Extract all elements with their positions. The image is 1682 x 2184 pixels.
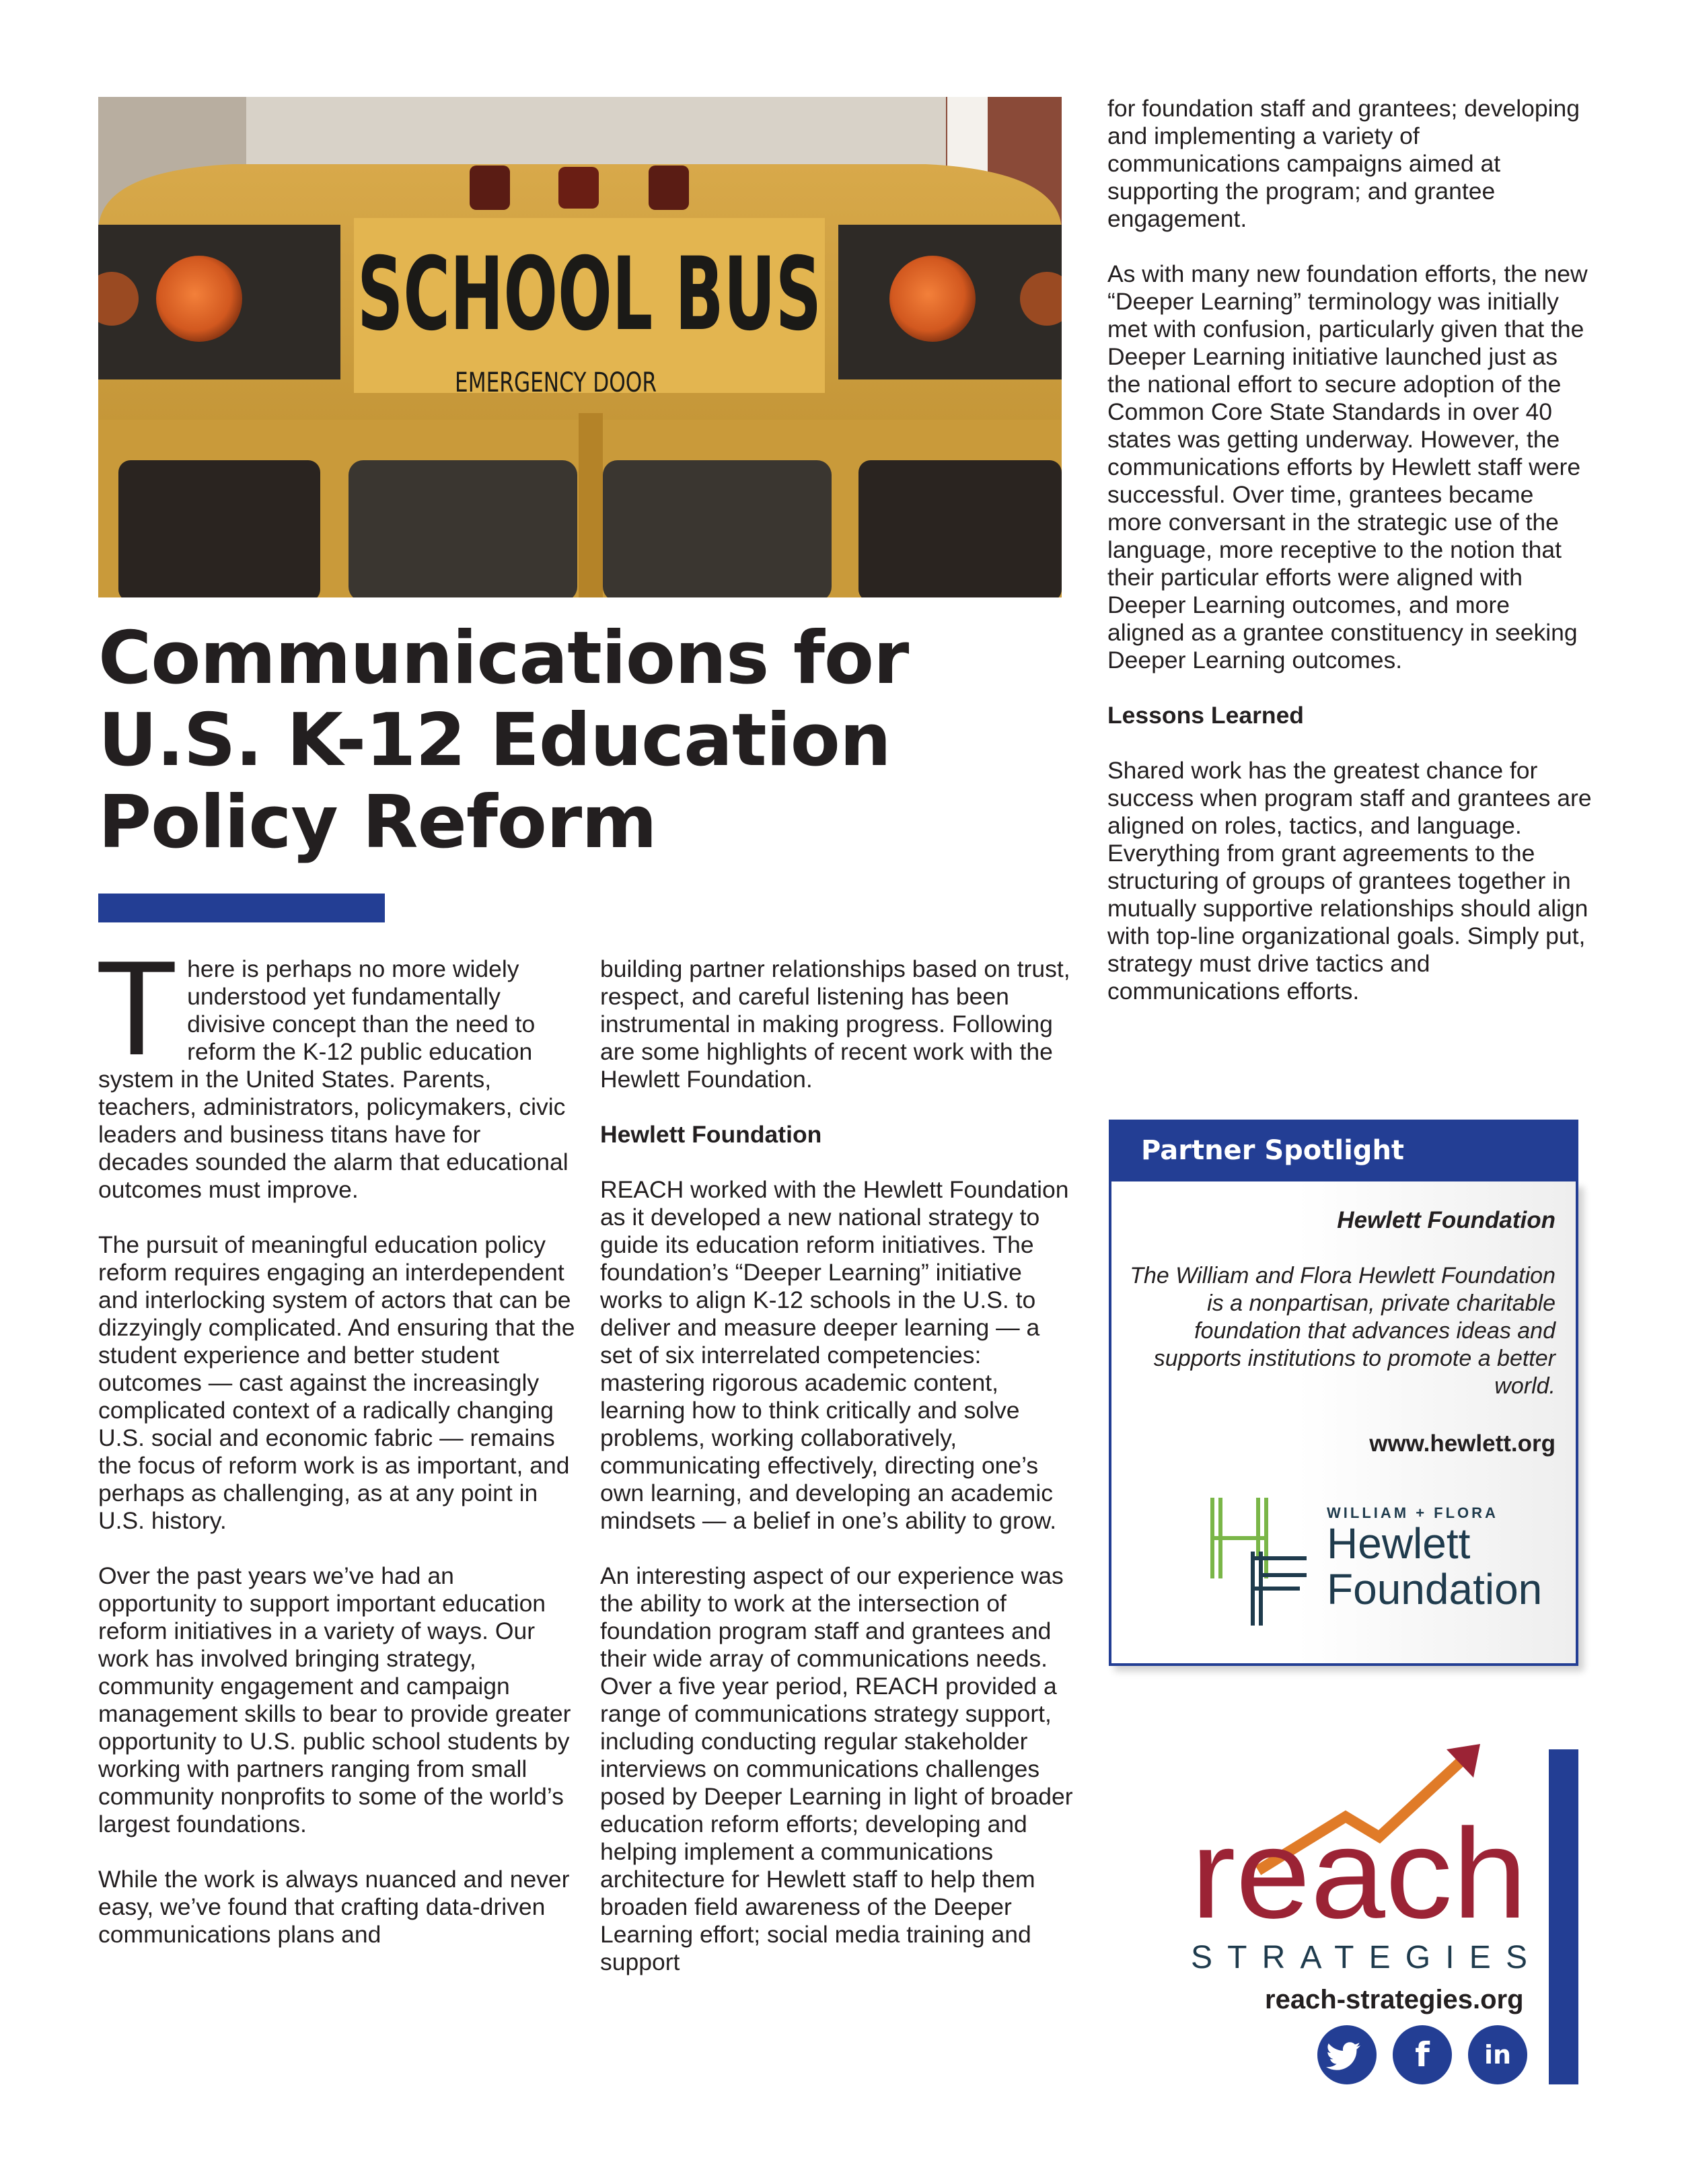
title-line: Policy Reform [98,780,657,865]
page-title [98,618,973,864]
intro-paragraph [96,933,576,1204]
partner-spotlight-header: Partner Spotlight [1109,1120,1578,1181]
reach-url-link[interactable]: reach-strategies.org [1265,1985,1524,2014]
paragraph: Shared work has the greatest chance for success when program staff and grantees are aligned on roles, tactics, and language. Everything from grant agreements to the structuring of groups of grantees together in mutually supportive relationships should align with top-line organizational goals. Simply put, strategy must drive tactics and communications efforts. [1107,757,1592,1005]
reach-logo-mark [1177,1736,1541,1992]
hewlett-foundation-logo [1206,1491,1569,1632]
reach-logo-word: reach [1191,1803,1527,1945]
bus-sign-main: SCHOOL BUS [357,236,821,353]
paragraph: Over the past years we’ve had an opportunity to support important education reform initiatives in a variety of ways. Our work has involved bringing strategy, community engagement and campaign management skills to bear to provide greater opportunity to U.S. public school students by working with partners ranging from small community nonprofits to some of the world’s largest foundations. [98,1562,571,1837]
school-bus-illustration [98,97,1062,597]
paragraph: An interesting aspect of our experience was the ability to work at the intersection of foundation program staff and grantees and their wide array of communications needs. Over a five year period, REACH provided a range of communications strategy support, including conducting regular stakeholder interviews on communications challenges posed by Deeper Learning in light of broader education reform efforts; developing and helping implement a communications architecture for Hewlett staff to help them broaden field awareness of the Deeper Learning effort; social media training and support [600,1562,1073,1975]
partner-url-link[interactable]: www.hewlett.org [1369,1430,1556,1457]
paragraph: for foundation staff and grantees; developing and implementing a variety of communications campaigns aimed at supporting the program; and grantee engagement. [1107,95,1580,232]
paragraph: While the work is always nuanced and never easy, we’ve found that crafting data-driven communications plans and [98,1866,570,1948]
title-line: U.S. K-12 Education [98,698,891,782]
column-3 [1107,95,1592,1033]
hewlett-logo-line1: Hewlett [1327,1519,1471,1568]
title-line: Communications for [98,616,909,700]
linkedin-icon[interactable]: in [1468,2025,1527,2084]
partner-spotlight-box [1109,1181,1578,1666]
partner-name: Hewlett Foundation [1337,1207,1556,1233]
column-2 [600,955,1078,2004]
paragraph: REACH worked with the Hewlett Foundation as it developed a new national strategy to guide its education reform initiatives. The foundation’s “Deeper Learning” initiative works to align K-12 schools in the U.S. to deliver and measure deeper learning — a set of six interrelated competencies: mastering rigorous academic content, learning how to think critically and solve problems, working collaboratively, communicating effectively, directing one’s own learning, and developing an academic mindsets — a belief in one’s ability to grow. [600,1176,1069,1534]
reach-accent-bar [1549,1749,1578,2084]
hewlett-logo-top: WILLIAM + FLORA [1327,1504,1498,1521]
section-heading: Hewlett Foundation [600,1121,822,1148]
paragraph: The pursuit of meaningful education policy reform requires engaging an interdependent and interlocking system of actors that can be dizzyingly complicated. And ensuring that the student experience and better student outcomes — cast against the increasingly complicated context of a radically changing U.S. social and economic fabric — remains the focus of reform work is as important, and perhaps as challenging, as at any point in U.S. history. [98,1231,575,1534]
reach-logo-sub: STRATEGIES [1191,1940,1527,1975]
paragraph: building partner relationships based on trust, respect, and careful listening has been instrumental in making progress. Following are some highlights of recent work with the Hewlett Foundation. [600,955,1070,1093]
facebook-icon[interactable]: f [1393,2025,1452,2084]
hero-image [98,97,1062,597]
reach-strategies-logo [1177,1736,1541,1992]
column-1 [96,933,576,1976]
section-heading: Lessons Learned [1107,702,1304,729]
drop-cap: T [96,933,178,1083]
paragraph: As with many new foundation efforts, the new “Deeper Learning” terminology was initially met with confusion, particularly given that the Deeper Learning initiative launched just as the national effort to secure adoption of the Common Core State Standards in over 40 states was getting underway. However, the communications efforts by Hewlett staff were successful. Over time, grantees became more conversant in the strategic use of the language, more receptive to the notion that their particular efforts were aligned with Deeper Learning outcomes, and more aligned as a grantee constituency in seeking Deeper Learning outcomes. [1107,260,1588,674]
bus-sign-sub: EMERGENCY DOOR [455,367,657,398]
intro-text: here is perhaps no more widely understood yet fundamentally divisive concept than the need to reform the K-12 public education system in the United States. Parents, teachers, administrators, policymakers, civic leaders and business titans have for decades sounded the alarm that educational outcomes must improve. [98,955,569,1203]
twitter-bird-glyph [1317,2025,1377,2084]
hewlett-logo-mark [1206,1491,1569,1632]
twitter-icon[interactable] [1317,2025,1377,2084]
hewlett-logo-line2: Foundation [1327,1565,1543,1613]
title-accent-rule [98,894,385,922]
partner-description: The William and Flora Hewlett Foundation is a nonpartisan, private charitable foundation that advances ideas and supports institutions to promote a better world. [1130,1263,1556,1399]
